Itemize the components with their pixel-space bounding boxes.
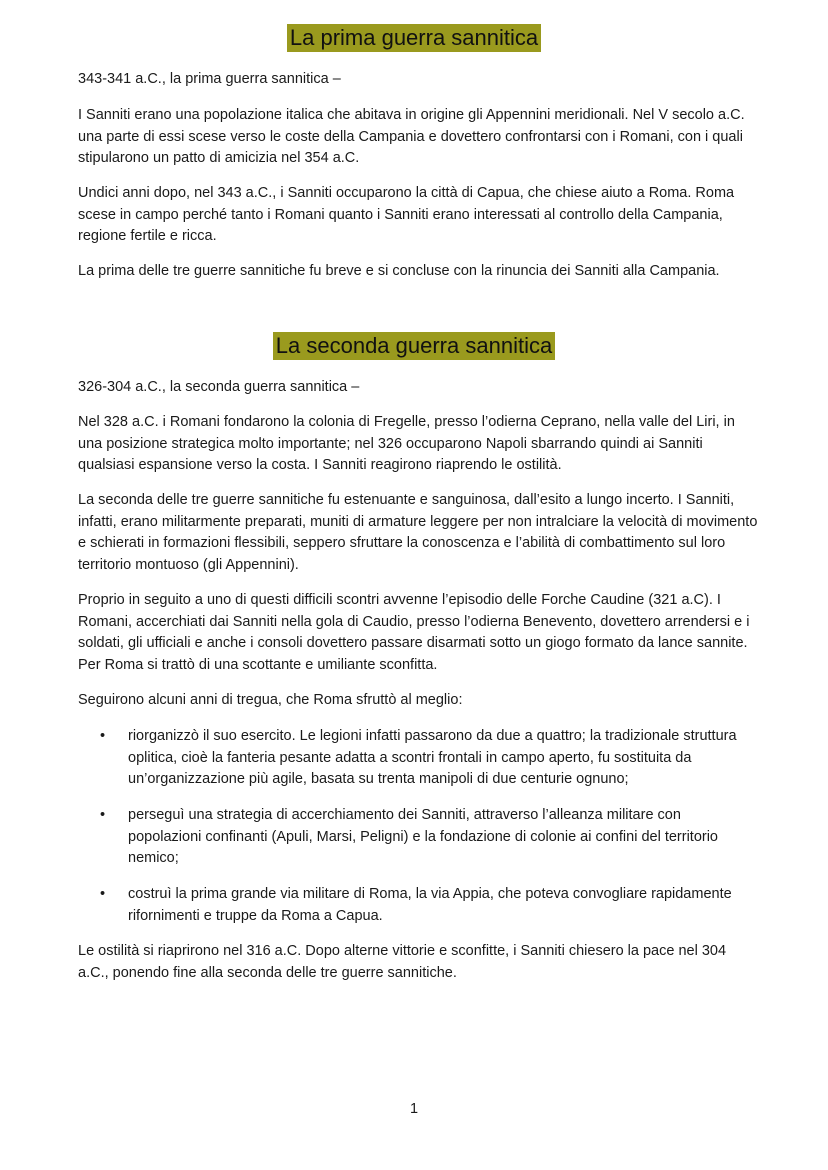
bullet-icon: • bbox=[100, 886, 106, 902]
section2-closing-paragraph: Le ostilità si riaprirono nel 316 a.C. Dopo alterne vittorie e sconfitte, i Sanniti chiesero la pace nel 304 a.C., ponendo fine alla seconda delle tre guerre sannitiche. bbox=[78, 943, 727, 981]
section1-title-wrap bbox=[0, 24, 828, 52]
list-item-text: perseguì una strategia di accerchiamento dei Sanniti, attraverso l’alleanza militare con popolazioni confinanti (Apuli, Marsi, Peligni) e la fondazione di colonie ai confini del territorio nemico; bbox=[128, 807, 718, 866]
section1-paragraph-2: Undici anni dopo, nel 343 a.C., i Sanniti occuparono la città di Capua, che chiese aiuto a Roma. Roma scese in campo perché tanto i Romani quanto i Sanniti erano interessati al controllo della Campania, regione fertile e ricca. bbox=[78, 185, 735, 244]
section2-subtitle: 326-304 a.C., la seconda guerra sannitica – bbox=[78, 379, 360, 395]
bullet-icon: • bbox=[100, 807, 106, 823]
section2-title: La seconda guerra sannitica bbox=[273, 332, 555, 360]
section1-subtitle: 343-341 a.C., la prima guerra sannitica – bbox=[78, 71, 341, 87]
section2-paragraph-4: Seguirono alcuni anni di tregua, che Roma sfruttò al meglio: bbox=[78, 692, 463, 708]
list-item-text: riorganizzò il suo esercito. Le legioni infatti passarono da due a quattro; la tradizionale struttura oplitica, cioè la fanteria pesante adatta a scontri frontali in campo aperto, fu sostituita da un’organizzazione più agile, basata su trenta manipoli di due centurie ognuno; bbox=[128, 728, 737, 787]
section2-title-wrap bbox=[0, 332, 828, 360]
section1-paragraph-3: La prima delle tre guerre sannitiche fu breve e si concluse con la rinuncia dei Sanniti alla Campania. bbox=[78, 263, 720, 279]
bullet-icon: • bbox=[100, 728, 106, 744]
list-item-text: costruì la prima grande via militare di Roma, la via Appia, che poteva convogliare rapidamente rifornimenti e truppe da Roma a Capua. bbox=[128, 886, 732, 924]
section1-title: La prima guerra sannitica bbox=[287, 24, 541, 52]
page-number: 1 bbox=[409, 1101, 419, 1117]
section2-paragraph-3: Proprio in seguito a uno di questi difficili scontri avvenne l’episodio delle Forche Caudine (321 a.C). I Romani, accerchiati dai Sanniti nella gola di Caudio, presso l’odierna Benevento, dovettero arrendersi e i soldati, gli ufficiali e anche i consoli dovettero passare disarmati sotto un giogo formato da lance sannite. Per Roma si trattò di una scottante e umiliante sconfitta. bbox=[78, 592, 750, 673]
section1-paragraph-1: I Sanniti erano una popolazione italica che abitava in origine gli Appennini meridionali. Nel V secolo a.C. una parte di essi scese verso le coste della Campania e dovettero confrontarsi con i Romani, con i quali stipularono un patto di amicizia nel 354 a.C. bbox=[78, 107, 745, 166]
section2-paragraph-2: La seconda delle tre guerre sannitiche fu estenuante e sanguinosa, dall’esito a lungo incerto. I Sanniti, infatti, erano militarmente preparati, muniti di armature leggere per non intralciare la velocità di movimento e schierati in formazioni flessibili, seppero sfruttare la conoscenza e l’abilità di combattimento sul loro territorio montuoso (gli Appennini). bbox=[78, 492, 758, 573]
section2-paragraph-1: Nel 328 a.C. i Romani fondarono la colonia di Fregelle, presso l’odierna Ceprano, nella valle del Liri, in una posizione strategica molto importante; nel 326 occuparono Napoli sbarrando quindi ai Sanniti qualsiasi espansione verso la costa. I Sanniti reagirono riaprendo le ostilità. bbox=[78, 414, 735, 473]
